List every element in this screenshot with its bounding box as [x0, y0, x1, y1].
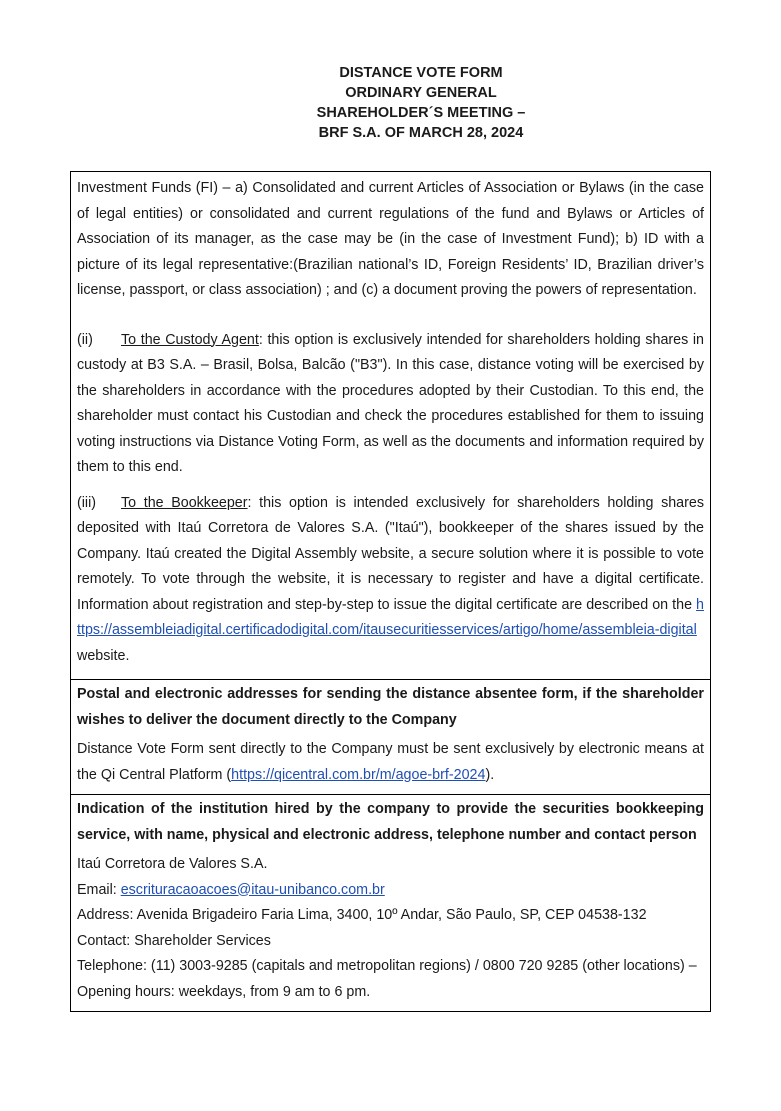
custody-agent-heading: To the Custody Agent: [121, 331, 259, 348]
assembleia-digital-link[interactable]: https://assembleiadigital.certificadodigital.com/itausecuritiesservices/artigo/home/assembleia-digital: [77, 596, 704, 638]
qicentral-link[interactable]: https://qicentral.com.br/m/agoe-brf-2024: [231, 766, 486, 783]
bookkeeper-heading: To the Bookkeeper: [121, 494, 248, 511]
custody-agent-paragraph: [77, 328, 704, 481]
institution-telephone: Telephone: (11) 3003-9285 (capitals and metropolitan regions) / 0800 720 9285 (other locations) – Opening hours: weekdays, from 9 am to 6 pm.: [77, 958, 697, 1000]
title-line-3: SHAREHOLDER´S MEETING –: [316, 105, 526, 121]
title-line-2: ORDINARY GENERAL: [345, 85, 497, 101]
custody-agent-text: : this option is exclusively intended for shareholders holding shares in custody at B3 S.A. – Brasil, Bolsa, Balcão ("B3"). In this case, distance voting will be exercised by the shareholders in accordance with the procedures adopted by their Custodian. To this end, the shareholder must contact his Custodian and check the procedures established for them to issuing voting instructions via Distance Voting Form, as well as the documents and information required by them to this end.: [77, 331, 705, 475]
institution-name: Itaú Corretora de Valores S.A.: [77, 856, 268, 872]
item-number: (ii): [77, 331, 93, 348]
bookkeeper-text: : this option is intended exclusively for shareholders holding shares deposited with Itaú Corretora de Valores S.A. ("Itaú"), bookkeeper of the shares issued by the Company. Itaú created the Digital Assembly website, a secure solution where it is possible to vote remotely. To vote through the website, it is necessary to register and have a digital certificate. Information about registration and step-by-step to issue the digital certificate are described on the: [77, 494, 704, 613]
form-table: [70, 171, 711, 1012]
addresses-paragraph: [77, 737, 704, 788]
institution-email: [77, 878, 704, 904]
bookkeeper-after-link: website.: [77, 647, 130, 664]
item-number: (iii): [77, 494, 97, 511]
voting-instructions-cell: [71, 172, 710, 679]
document-title: [0, 63, 781, 143]
bookkeeping-institution-cell: [71, 794, 710, 1011]
addresses-text-end: ).: [485, 766, 495, 783]
email-label: Email:: [77, 881, 121, 898]
addresses-text: Distance Vote Form sent directly to the Company must be sent exclusively by electronic means at the Qi Central Platform (: [77, 741, 704, 783]
institution-contact: Contact: Shareholder Services: [77, 932, 271, 949]
bookkeeper-paragraph: [77, 491, 704, 670]
email-link[interactable]: escrituracaoacoes@itau-unibanco.com.br: [120, 881, 385, 898]
investment-funds-paragraph: Investment Funds (FI) – a) Consolidated and current Articles of Association or Bylaws (in the case of legal entities) or consolidated and current regulations of the fund and Bylaws or Articles of Association of its manager, as the case may be (in the case of Investment Fund); b) ID with a picture of its legal representative:(Brazilian national’s ID, Foreign Residents’ ID, Brazilian driver’s license, passport, or class association) ; and (c) a document proving the powers of representation.: [77, 180, 704, 298]
title-line-1: DISTANCE VOTE FORM: [339, 65, 503, 81]
title-line-4: BRF S.A. OF MARCH 28, 2024: [318, 125, 524, 141]
addresses-heading: Postal and electronic addresses for sending the distance absentee form, if the shareholder wishes to deliver the document directly to the Company: [77, 686, 704, 728]
institution-address: Address: Avenida Brigadeiro Faria Lima, 3400, 10º Andar, São Paulo, SP, CEP 04538-132: [77, 907, 647, 923]
institution-heading: Indication of the institution hired by the company to provide the securities bookkeeping service, with name, physical and electronic address, telephone number and contact person: [77, 801, 704, 843]
addresses-cell: [71, 679, 710, 794]
